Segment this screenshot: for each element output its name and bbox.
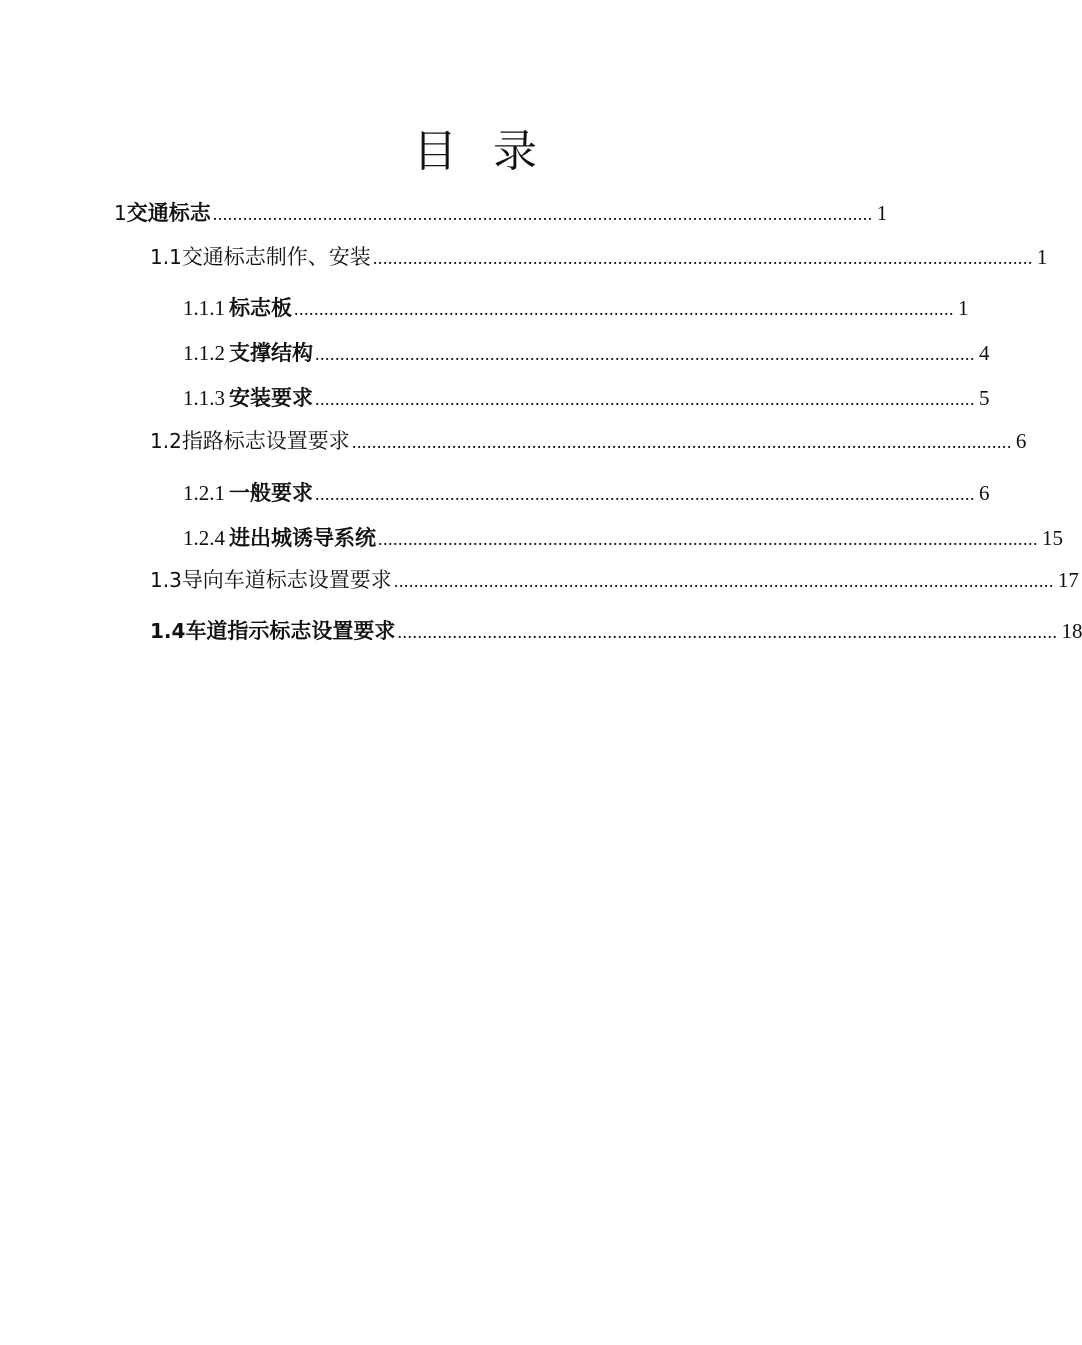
toc-entry-1-2-4[interactable] <box>183 523 1063 553</box>
toc-entry-number: 1.1 <box>150 245 182 269</box>
toc-entry-label: 进出城诱导系统 <box>229 526 376 550</box>
toc-entry-label: 一般要求 <box>229 481 313 505</box>
toc-entry-label: 交通标志制作、安装 <box>181 245 371 269</box>
toc-entry-1-1-3[interactable] <box>183 383 990 413</box>
toc-entry-1-2-1[interactable] <box>183 478 990 508</box>
toc-entry-number: 1.1.1 <box>183 296 225 320</box>
toc-entry-number: 1.2.1 <box>183 481 225 505</box>
toc-entry-page: 4 <box>979 341 990 365</box>
toc-entry-1[interactable] <box>114 198 888 228</box>
toc-entry-label: 标志板 <box>229 296 292 320</box>
toc-entry-number: 1.4 <box>150 619 186 643</box>
toc-entry-page: 6 <box>979 481 990 505</box>
toc-entry-page: 18 <box>1061 619 1082 643</box>
toc-entry-page: 6 <box>1015 429 1027 453</box>
toc-entry-page: 15 <box>1042 526 1063 550</box>
toc-leader-dots: .................................................................................................................................... <box>397 622 1058 642</box>
toc-entry-1-3[interactable] <box>150 565 1079 595</box>
toc-leader-dots: .................................................................................................................................... <box>378 529 1038 549</box>
toc-title-part2: 录 <box>493 126 537 177</box>
toc-entry-number: 1.3 <box>150 568 182 592</box>
toc-leader-dots: .................................................................................................................................... <box>294 299 954 319</box>
toc-entry-page: 1 <box>876 201 888 225</box>
toc-entry-number: 1.1.3 <box>183 386 225 410</box>
toc-entry-number: 1.1.2 <box>183 341 225 365</box>
toc-leader-dots: .................................................................................................................................... <box>351 432 1012 452</box>
toc-leader-dots: .................................................................................................................................... <box>212 204 873 224</box>
toc-entry-1-1-2[interactable] <box>183 338 990 368</box>
toc-entry-page: 1 <box>1036 245 1048 269</box>
toc-entry-1-1[interactable] <box>150 242 1048 272</box>
toc-entry-page: 17 <box>1057 568 1079 592</box>
toc-entry-label: 车道指示标志设置要求 <box>185 619 396 643</box>
toc-leader-dots: .................................................................................................................................... <box>372 248 1033 268</box>
toc-leader-dots: .................................................................................................................................... <box>315 344 975 364</box>
toc-entry-1-4[interactable] <box>150 616 1082 646</box>
toc-entry-number: 1.2 <box>150 429 182 453</box>
toc-entry-label: 安装要求 <box>229 386 313 410</box>
toc-title <box>0 122 950 182</box>
toc-leader-dots: .................................................................................................................................... <box>315 389 975 409</box>
toc-entry-number: 1.2.4 <box>183 526 225 550</box>
toc-entry-page: 5 <box>979 386 990 410</box>
toc-entry-number: 1 <box>114 201 127 225</box>
toc-entry-label: 支撑结构 <box>229 341 313 365</box>
toc-entry-label: 导向车道标志设置要求 <box>181 568 392 592</box>
toc-leader-dots: .................................................................................................................................... <box>315 484 975 504</box>
toc-entry-page: 1 <box>958 296 969 320</box>
toc-entry-1-1-1[interactable] <box>183 293 969 323</box>
toc-title-part1: 目 <box>413 126 457 177</box>
toc-leader-dots: .................................................................................................................................... <box>393 571 1054 591</box>
toc-entry-label: 指路标志设置要求 <box>181 429 350 453</box>
toc-entry-label: 交通标志 <box>126 201 211 225</box>
toc-entry-1-2[interactable] <box>150 426 1027 456</box>
